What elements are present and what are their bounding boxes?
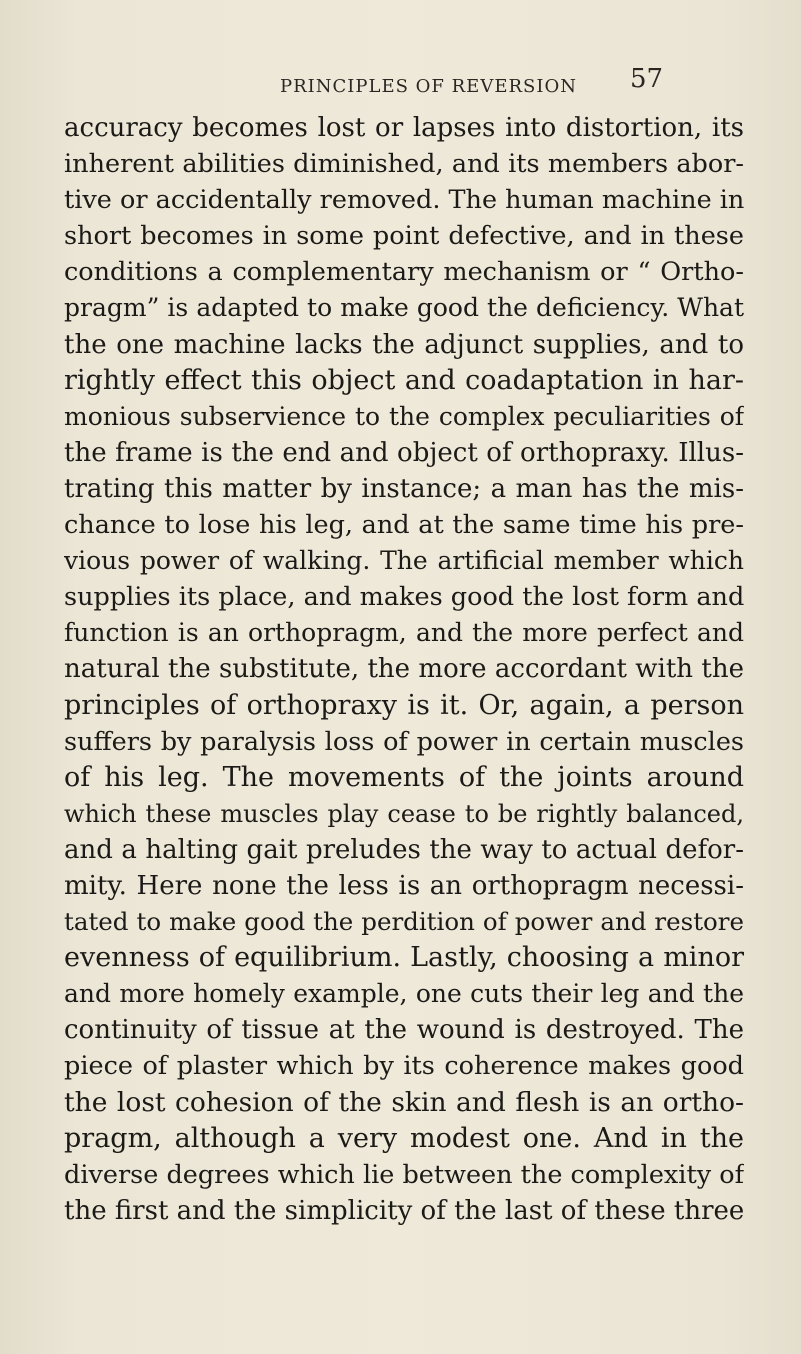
text-line: principles of orthopraxy is it. Or, again, a person xyxy=(64,689,744,721)
text-line: inherent abilities diminished, and its members abor- xyxy=(64,149,744,180)
text-line: suffers by paralysis loss of power in certain muscles xyxy=(64,726,744,757)
text-line: tive or accidentally removed. The human machine in xyxy=(64,185,744,216)
text-line: of his leg. The movements of the joints around xyxy=(64,761,744,793)
text-line: and a halting gait preludes the way to actual defor- xyxy=(64,834,744,865)
text-line: trating this matter by instance; a man has the mis- xyxy=(64,473,744,504)
text-line: the lost cohesion of the skin and flesh is an ortho- xyxy=(64,1086,744,1118)
text-line: the one machine lacks the adjunct supplies, and to xyxy=(64,329,744,360)
text-line: and more homely example, one cuts their leg and the xyxy=(64,979,744,1009)
text-line: vious power of walking. The artificial member which xyxy=(64,546,744,576)
text-line: chance to lose his leg, and at the same time his pre- xyxy=(64,510,744,541)
body-text xyxy=(64,110,744,1229)
text-line: piece of plaster which by its coherence makes good xyxy=(64,1051,744,1082)
text-line: pragm, although a very modest one. And in the xyxy=(64,1122,744,1154)
text-line: natural the substitute, the more accordant with the xyxy=(64,654,744,685)
text-line: the frame is the end and object of orthopraxy. Illus- xyxy=(64,437,744,468)
text-line: monious subservience to the complex peculiarities of xyxy=(64,401,744,431)
text-line: diverse degrees which lie between the complexity of xyxy=(64,1159,744,1190)
running-head: PRINCIPLES OF REVERSION xyxy=(280,76,577,97)
text-line: short becomes in some point defective, and in these xyxy=(64,221,744,252)
text-line: the first and the simplicity of the last of these three xyxy=(64,1195,744,1226)
text-line: supplies its place, and makes good the lost form and xyxy=(64,582,744,613)
page-number: 57 xyxy=(630,64,664,94)
text-line: function is an orthopragm, and the more perfect and xyxy=(64,618,744,648)
text-line: which these muscles play cease to be rightly balanced, xyxy=(64,799,744,828)
text-line: mity. Here none the less is an orthopragm necessi- xyxy=(64,870,744,901)
text-line: accuracy becomes lost or lapses into distortion, its xyxy=(64,113,744,143)
text-line: evenness of equilibrium. Lastly, choosing a minor xyxy=(64,942,744,974)
text-line: continuity of tissue at the wound is destroyed. The xyxy=(64,1015,744,1046)
text-line: pragm” is adapted to make good the deficiency. What xyxy=(64,293,744,323)
text-line: tated to make good the perdition of power and restore xyxy=(64,907,744,937)
text-line: rightly effect this object and coadaptation in har- xyxy=(64,364,744,396)
text-line: conditions a complementary mechanism or “ Ortho- xyxy=(64,257,744,288)
